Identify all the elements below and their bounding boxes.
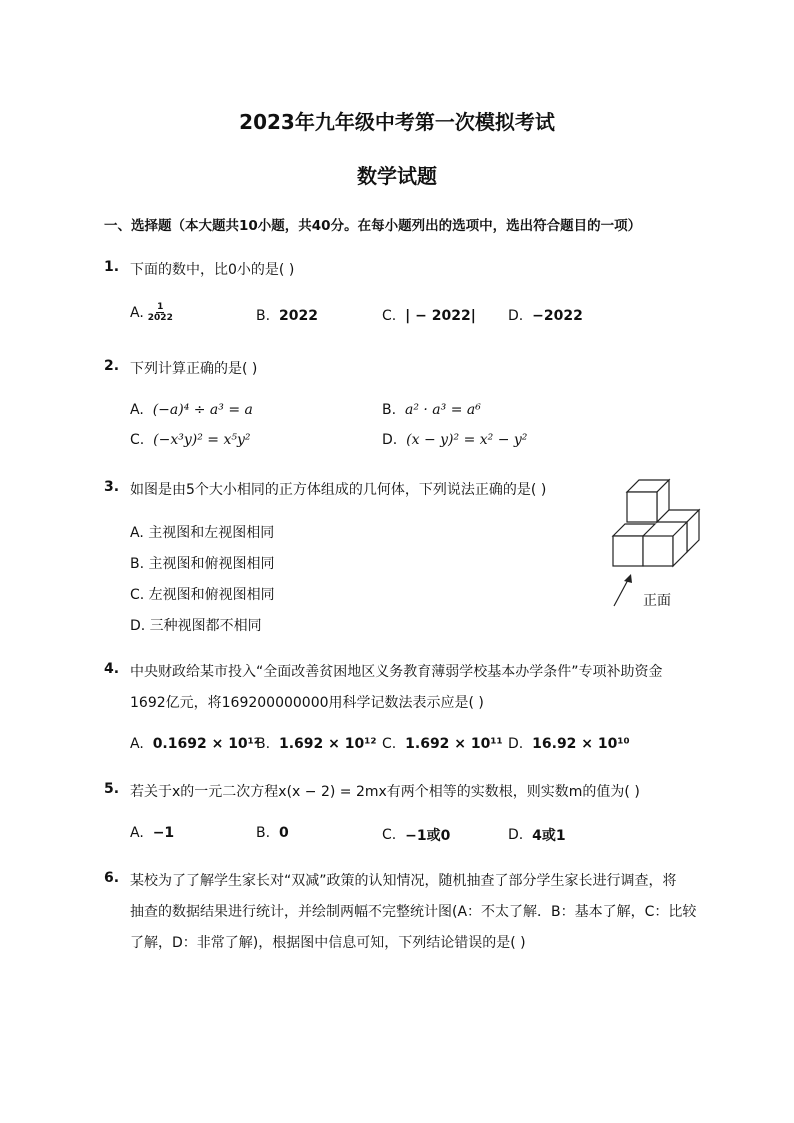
q5-option-a-label: A. [130, 825, 144, 841]
q3-option-a[interactable]: A. 主视图和左视图相同 [130, 525, 275, 541]
q2-option-c-expr: (−x³y)² = x⁵y² [153, 432, 251, 448]
q2-option-d[interactable] [382, 432, 527, 448]
q2-option-d-expr: (x − y)² = x² − y² [406, 432, 528, 448]
q6-stem-line1: 某校为了了解学生家长对“双减”政策的认知情况，随机抽查了部分学生家长进行调查，将 [130, 873, 677, 889]
q5-option-c-label: C. [382, 827, 397, 843]
q5-option-c[interactable] [382, 825, 450, 845]
q1-option-b[interactable] [256, 308, 318, 324]
q4-stem-line2: 1692亿元，将169200000000用科学记数法表示应是( ) [130, 695, 484, 711]
q5-stem: 若关于x的一元二次方程x(x − 2) = 2mx有两个相等的实数根，则实数m的值为( ) [130, 784, 640, 800]
left-cube-front-face [613, 536, 643, 566]
q4-number: 4. [104, 661, 120, 677]
q4-option-a-label: A. [130, 736, 144, 752]
q3-number: 3. [104, 479, 120, 495]
q1-option-a-label: A. [130, 304, 144, 321]
q3-option-d[interactable]: D. 三种视图都不相同 [130, 618, 262, 634]
q1-option-a-fraction [148, 302, 173, 323]
q4-option-b-value: 1.692 × 10¹² [278, 736, 377, 752]
exam-title: 2023年九年级中考第一次模拟考试 [239, 110, 555, 134]
q1-option-b-value: 2022 [278, 308, 318, 324]
q2-option-b-expr: a² · a³ = a⁶ [404, 402, 481, 418]
q5-option-d[interactable] [508, 825, 566, 845]
q5-option-d-label: D. [508, 827, 524, 843]
q1-option-d[interactable] [508, 308, 583, 324]
q6-number: 6. [104, 870, 120, 886]
q2-option-c-label: C. [130, 432, 145, 448]
q4-option-b[interactable] [256, 736, 376, 752]
q4-option-b-label: B. [256, 736, 271, 752]
q4-option-d-label: D. [508, 736, 524, 752]
left-cube-top-face [613, 524, 655, 536]
q1-option-c-label: C. [382, 308, 397, 324]
q3-stem: 如图是由5个大小相同的正方体组成的几何体，下列说法正确的是( ) [130, 482, 547, 498]
q4-option-c[interactable] [382, 736, 503, 752]
view-arrow-head [624, 574, 632, 583]
q1-option-d-value: −2022 [532, 308, 583, 324]
q4-option-c-value: 1.692 × 10¹¹ [405, 736, 503, 752]
q5-option-a-value: −1 [152, 825, 175, 841]
q1-stem: 下面的数中，比0小的是( ) [130, 262, 295, 278]
q4-option-c-label: C. [382, 736, 397, 752]
q2-option-b[interactable] [382, 402, 481, 418]
q2-stem: 下列计算正确的是( ) [130, 361, 258, 377]
q1-option-b-label: B. [256, 308, 271, 324]
q6-stem-line2: 抽查的数据结果进行统计，并绘制两幅不完整统计图(A：不太了解．B：基本了解，C：比较 [130, 904, 697, 920]
q4-option-d[interactable] [508, 736, 630, 752]
q2-number: 2. [104, 358, 120, 374]
section-heading: 一、选择题（本大题共10小题，共40分。在每小题列出的选项中，选出符合题目的一项） [104, 218, 642, 234]
top-cube-front-face [627, 492, 657, 522]
q2-option-a-expr: (−a)⁴ ÷ a³ = a [152, 402, 253, 418]
q2-option-a[interactable] [130, 402, 253, 418]
q4-option-a[interactable] [130, 736, 260, 752]
q3-figure-label: 正面 [643, 593, 671, 609]
middle-cube-side-face [673, 522, 687, 566]
q4-stem-line1: 中央财政给某市投入“全面改善贫困地区义务教育薄弱学校基本办学条件”专项补助资金 [130, 664, 663, 680]
q5-option-d-value: 4或1 [532, 828, 566, 844]
q5-option-b-label: B. [256, 825, 271, 841]
q1-fraction-denominator: 2022 [147, 313, 173, 323]
view-arrow-line [614, 578, 629, 606]
q2-option-d-label: D. [382, 432, 398, 448]
q4-option-d-value: 16.92 × 10¹⁰ [532, 736, 630, 752]
q1-option-c-value: | − 2022| [405, 308, 476, 324]
q2-option-a-label: A. [130, 402, 144, 418]
middle-cube-front-face [643, 536, 673, 566]
q1-option-d-label: D. [508, 308, 524, 324]
exam-subtitle: 数学试题 [357, 164, 437, 188]
q5-option-b-value: 0 [278, 825, 289, 841]
q1-fraction-numerator: 1 [157, 302, 164, 312]
q2-option-c[interactable] [130, 432, 250, 448]
q5-option-a[interactable] [130, 825, 174, 841]
q5-option-b[interactable] [256, 825, 289, 841]
q5-number: 5. [104, 781, 120, 797]
q6-stem-line3: 了解，D：非常了解)，根据图中信息可知，下列结论错误的是( ) [130, 935, 526, 951]
q1-option-a[interactable] [130, 302, 173, 323]
q3-option-b[interactable]: B. 主视图和俯视图相同 [130, 556, 275, 572]
q1-number: 1. [104, 259, 120, 275]
q5-option-c-value: −1或0 [405, 828, 451, 844]
q1-option-c[interactable] [382, 308, 476, 324]
q3-option-c[interactable]: C. 左视图和俯视图相同 [130, 587, 275, 603]
q4-option-a-value: 0.1692 × 10¹² [152, 736, 260, 752]
q2-option-b-label: B. [382, 402, 397, 418]
